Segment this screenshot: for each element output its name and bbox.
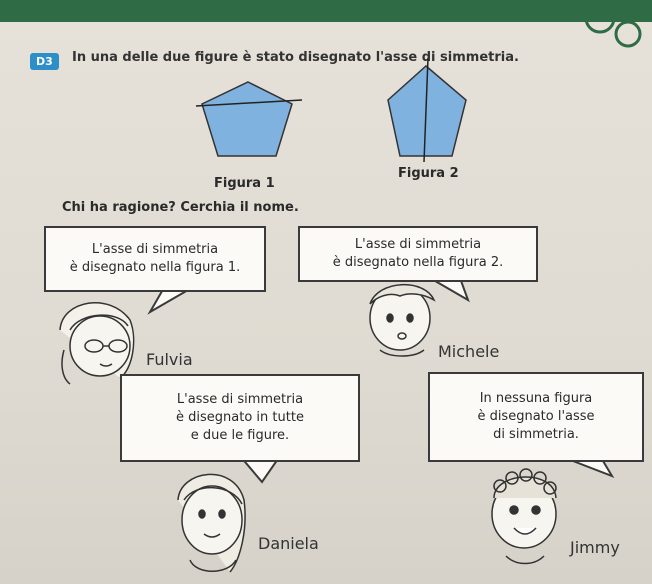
bubble-line: è disegnato nella figura 1.: [69, 260, 241, 275]
student-name-jimmy[interactable]: Jimmy: [570, 538, 620, 557]
bubble-line: L'asse di simmetria: [91, 242, 219, 257]
bubble-line: L'asse di simmetria: [354, 237, 482, 252]
bubble-line: è disegnato l'asse: [477, 409, 595, 424]
exercise-question: In una delle due figure è stato disegnato l'asse di simmetria.: [72, 50, 519, 65]
jimmy-avatar: [492, 469, 556, 564]
student-name-daniela[interactable]: Daniela: [258, 534, 319, 553]
speech-bubble-michele: [298, 226, 538, 282]
student-name-michele[interactable]: Michele: [438, 342, 500, 361]
figure-1-pentagon: [202, 82, 292, 156]
daniela-avatar: [178, 474, 245, 572]
exercise-badge: D3: [30, 53, 59, 70]
bubble-line: è disegnato in tutte: [176, 410, 304, 425]
speech-bubble-jimmy: [428, 372, 644, 462]
speech-bubble-fulvia: [44, 226, 266, 292]
decorative-swirl-icon: [586, 4, 640, 46]
fulvia-avatar: [60, 303, 134, 384]
student-name-fulvia[interactable]: Fulvia: [146, 350, 193, 369]
bubble-line: è disegnato nella figura 2.: [332, 255, 504, 270]
bubble-line: In nessuna figura: [479, 391, 593, 406]
bubble-line: L'asse di simmetria: [176, 392, 304, 407]
speech-bubble-daniela: [120, 374, 360, 462]
bubble-line: di simmetria.: [493, 427, 579, 442]
instruction-prompt: Chi ha ragione? Cerchia il nome.: [62, 200, 299, 215]
michele-avatar: [370, 285, 434, 356]
bubble-line: e due le figure.: [190, 428, 290, 443]
figure-1-label: Figura 1: [214, 176, 275, 191]
figure-2-label: Figura 2: [398, 166, 459, 181]
